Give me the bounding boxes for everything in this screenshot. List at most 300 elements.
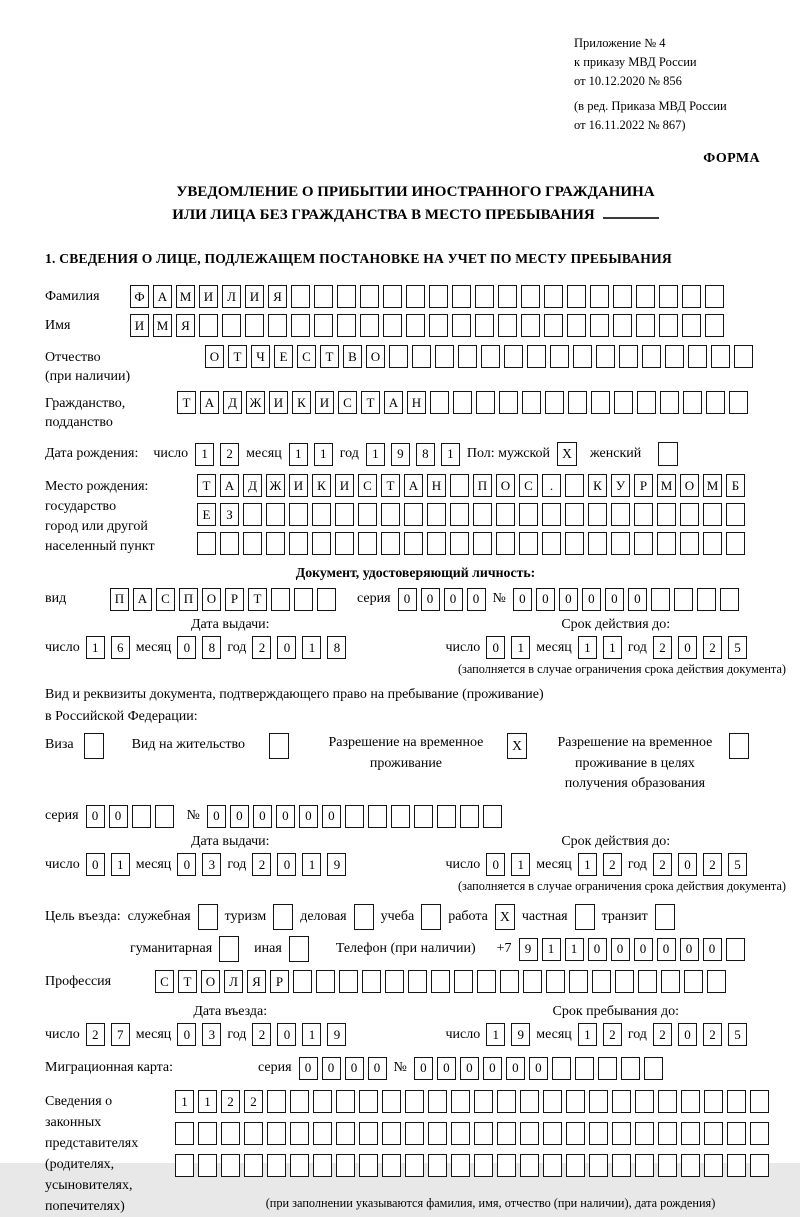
char-cell[interactable]: К: [292, 391, 311, 414]
char-cell[interactable]: 1: [486, 1023, 505, 1046]
char-cell[interactable]: [658, 1154, 677, 1177]
char-cell[interactable]: .: [542, 474, 561, 497]
char-cell[interactable]: 2: [244, 1090, 263, 1113]
char-cell[interactable]: 0: [421, 588, 440, 611]
char-cell[interactable]: [552, 1057, 571, 1080]
char-cell[interactable]: [634, 503, 653, 526]
char-cell[interactable]: [383, 314, 402, 337]
char-cell[interactable]: [293, 970, 312, 993]
char-cell[interactable]: [451, 1154, 470, 1177]
char-cell[interactable]: [688, 345, 707, 368]
char-cell[interactable]: [567, 285, 586, 308]
char-cell[interactable]: [726, 503, 745, 526]
char-cell[interactable]: [408, 970, 427, 993]
char-cell[interactable]: [566, 1122, 585, 1145]
char-cell[interactable]: [314, 314, 333, 337]
char-cell[interactable]: [452, 314, 471, 337]
char-cell[interactable]: [405, 1122, 424, 1145]
char-cell[interactable]: 1: [195, 443, 214, 466]
char-cell[interactable]: 0: [253, 805, 272, 828]
char-cell[interactable]: 2: [252, 636, 271, 659]
char-cell[interactable]: [405, 1154, 424, 1177]
char-cell[interactable]: [336, 1122, 355, 1145]
char-cell[interactable]: К: [588, 474, 607, 497]
char-cell[interactable]: 0: [277, 853, 296, 876]
char-cell[interactable]: Р: [634, 474, 653, 497]
char-cell[interactable]: [268, 314, 287, 337]
char-cell[interactable]: [359, 1122, 378, 1145]
char-cell[interactable]: [665, 345, 684, 368]
char-cell[interactable]: 8: [327, 636, 346, 659]
char-cell[interactable]: 0: [680, 938, 699, 961]
char-cell[interactable]: [336, 1090, 355, 1113]
char-cell[interactable]: [198, 1154, 217, 1177]
visa-checkbox[interactable]: [84, 733, 104, 759]
char-cell[interactable]: 1: [314, 443, 333, 466]
char-cell[interactable]: З: [220, 503, 239, 526]
char-cell[interactable]: Ж: [266, 474, 285, 497]
char-cell[interactable]: [428, 1090, 447, 1113]
char-cell[interactable]: 0: [177, 636, 196, 659]
char-cell[interactable]: [497, 1122, 516, 1145]
char-cell[interactable]: [359, 1154, 378, 1177]
char-cell[interactable]: [498, 314, 517, 337]
char-cell[interactable]: Я: [268, 285, 287, 308]
char-cell[interactable]: [591, 391, 610, 414]
char-cell[interactable]: [499, 391, 518, 414]
char-cell[interactable]: [543, 1154, 562, 1177]
char-cell[interactable]: [358, 503, 377, 526]
char-cell[interactable]: 0: [611, 938, 630, 961]
char-cell[interactable]: [566, 1090, 585, 1113]
char-cell[interactable]: А: [384, 391, 403, 414]
char-cell[interactable]: [382, 1122, 401, 1145]
char-cell[interactable]: Т: [197, 474, 216, 497]
char-cell[interactable]: [451, 1090, 470, 1113]
char-cell[interactable]: [406, 314, 425, 337]
char-cell[interactable]: Б: [726, 474, 745, 497]
char-cell[interactable]: [406, 285, 425, 308]
purpose-private-checkbox[interactable]: [575, 904, 595, 930]
char-cell[interactable]: [697, 588, 716, 611]
char-cell[interactable]: [243, 503, 262, 526]
char-cell[interactable]: С: [155, 970, 174, 993]
char-cell[interactable]: [545, 391, 564, 414]
char-cell[interactable]: Р: [225, 588, 244, 611]
char-cell[interactable]: 0: [536, 588, 555, 611]
char-cell[interactable]: [221, 1122, 240, 1145]
char-cell[interactable]: [565, 532, 584, 555]
char-cell[interactable]: [385, 970, 404, 993]
char-cell[interactable]: 0: [634, 938, 653, 961]
char-cell[interactable]: Т: [178, 970, 197, 993]
char-cell[interactable]: Я: [176, 314, 195, 337]
char-cell[interactable]: [520, 1090, 539, 1113]
char-cell[interactable]: Ф: [130, 285, 149, 308]
char-cell[interactable]: 1: [302, 853, 321, 876]
char-cell[interactable]: 2: [603, 853, 622, 876]
char-cell[interactable]: [727, 1090, 746, 1113]
char-cell[interactable]: М: [153, 314, 172, 337]
char-cell[interactable]: [519, 503, 538, 526]
char-cell[interactable]: [316, 970, 335, 993]
char-cell[interactable]: [660, 391, 679, 414]
char-cell[interactable]: [429, 314, 448, 337]
char-cell[interactable]: [635, 1154, 654, 1177]
char-cell[interactable]: [611, 532, 630, 555]
char-cell[interactable]: 9: [519, 938, 538, 961]
char-cell[interactable]: [382, 1090, 401, 1113]
char-cell[interactable]: [266, 532, 285, 555]
char-cell[interactable]: [197, 532, 216, 555]
char-cell[interactable]: 2: [703, 853, 722, 876]
char-cell[interactable]: [290, 1122, 309, 1145]
char-cell[interactable]: [337, 285, 356, 308]
char-cell[interactable]: А: [153, 285, 172, 308]
temp-residence-education-checkbox[interactable]: [729, 733, 749, 759]
char-cell[interactable]: 2: [653, 1023, 672, 1046]
char-cell[interactable]: Е: [197, 503, 216, 526]
char-cell[interactable]: [473, 532, 492, 555]
char-cell[interactable]: [267, 1122, 286, 1145]
char-cell[interactable]: 0: [559, 588, 578, 611]
char-cell[interactable]: П: [473, 474, 492, 497]
char-cell[interactable]: [750, 1122, 769, 1145]
char-cell[interactable]: И: [335, 474, 354, 497]
char-cell[interactable]: [132, 805, 151, 828]
temp-residence-checkbox[interactable]: X: [507, 733, 527, 759]
char-cell[interactable]: [267, 1154, 286, 1177]
char-cell[interactable]: С: [519, 474, 538, 497]
char-cell[interactable]: [589, 1122, 608, 1145]
char-cell[interactable]: 0: [588, 938, 607, 961]
char-cell[interactable]: [729, 391, 748, 414]
purpose-humanitarian-checkbox[interactable]: [219, 936, 239, 962]
char-cell[interactable]: Н: [407, 391, 426, 414]
char-cell[interactable]: [358, 532, 377, 555]
char-cell[interactable]: [522, 391, 541, 414]
sex-male-checkbox[interactable]: X: [557, 442, 577, 466]
char-cell[interactable]: [590, 314, 609, 337]
char-cell[interactable]: [634, 532, 653, 555]
char-cell[interactable]: 0: [86, 853, 105, 876]
char-cell[interactable]: 0: [605, 588, 624, 611]
char-cell[interactable]: 0: [177, 1023, 196, 1046]
char-cell[interactable]: [291, 285, 310, 308]
char-cell[interactable]: [680, 503, 699, 526]
char-cell[interactable]: [222, 314, 241, 337]
char-cell[interactable]: [521, 285, 540, 308]
char-cell[interactable]: [474, 1154, 493, 1177]
char-cell[interactable]: [220, 532, 239, 555]
char-cell[interactable]: [496, 503, 515, 526]
char-cell[interactable]: [588, 503, 607, 526]
char-cell[interactable]: 0: [299, 1057, 318, 1080]
char-cell[interactable]: Т: [228, 345, 247, 368]
char-cell[interactable]: [483, 805, 502, 828]
char-cell[interactable]: К: [312, 474, 331, 497]
char-cell[interactable]: [612, 1154, 631, 1177]
char-cell[interactable]: [682, 314, 701, 337]
char-cell[interactable]: [450, 532, 469, 555]
char-cell[interactable]: [504, 345, 523, 368]
char-cell[interactable]: [497, 1090, 516, 1113]
char-cell[interactable]: 2: [86, 1023, 105, 1046]
char-cell[interactable]: [611, 503, 630, 526]
char-cell[interactable]: [245, 314, 264, 337]
char-cell[interactable]: [271, 588, 290, 611]
char-cell[interactable]: [598, 1057, 617, 1080]
char-cell[interactable]: [566, 1154, 585, 1177]
char-cell[interactable]: [475, 285, 494, 308]
char-cell[interactable]: 1: [511, 636, 530, 659]
char-cell[interactable]: Т: [177, 391, 196, 414]
char-cell[interactable]: 1: [603, 636, 622, 659]
char-cell[interactable]: 1: [86, 636, 105, 659]
char-cell[interactable]: [726, 938, 745, 961]
char-cell[interactable]: [523, 970, 542, 993]
char-cell[interactable]: 5: [728, 853, 747, 876]
char-cell[interactable]: И: [130, 314, 149, 337]
char-cell[interactable]: [750, 1090, 769, 1113]
char-cell[interactable]: [476, 391, 495, 414]
char-cell[interactable]: [519, 532, 538, 555]
char-cell[interactable]: [544, 285, 563, 308]
char-cell[interactable]: [588, 532, 607, 555]
char-cell[interactable]: [705, 314, 724, 337]
char-cell[interactable]: О: [680, 474, 699, 497]
char-cell[interactable]: [267, 1090, 286, 1113]
char-cell[interactable]: [575, 1057, 594, 1080]
char-cell[interactable]: [405, 1090, 424, 1113]
char-cell[interactable]: 2: [653, 636, 672, 659]
char-cell[interactable]: [683, 391, 702, 414]
char-cell[interactable]: [345, 805, 364, 828]
char-cell[interactable]: [592, 970, 611, 993]
char-cell[interactable]: 2: [703, 1023, 722, 1046]
char-cell[interactable]: 0: [529, 1057, 548, 1080]
char-cell[interactable]: 0: [678, 636, 697, 659]
char-cell[interactable]: 0: [86, 805, 105, 828]
char-cell[interactable]: [452, 285, 471, 308]
char-cell[interactable]: 0: [276, 805, 295, 828]
char-cell[interactable]: [681, 1154, 700, 1177]
char-cell[interactable]: 1: [578, 636, 597, 659]
char-cell[interactable]: [477, 970, 496, 993]
char-cell[interactable]: [612, 1090, 631, 1113]
char-cell[interactable]: [335, 503, 354, 526]
char-cell[interactable]: 1: [302, 636, 321, 659]
char-cell[interactable]: 2: [252, 1023, 271, 1046]
char-cell[interactable]: [317, 588, 336, 611]
char-cell[interactable]: [381, 503, 400, 526]
char-cell[interactable]: [659, 314, 678, 337]
char-cell[interactable]: Т: [320, 345, 339, 368]
char-cell[interactable]: [657, 503, 676, 526]
char-cell[interactable]: [550, 345, 569, 368]
char-cell[interactable]: О: [496, 474, 515, 497]
char-cell[interactable]: 2: [221, 1090, 240, 1113]
char-cell[interactable]: 0: [506, 1057, 525, 1080]
char-cell[interactable]: [613, 285, 632, 308]
char-cell[interactable]: [458, 345, 477, 368]
char-cell[interactable]: [368, 805, 387, 828]
char-cell[interactable]: 0: [322, 805, 341, 828]
char-cell[interactable]: [681, 1090, 700, 1113]
char-cell[interactable]: [542, 532, 561, 555]
char-cell[interactable]: [596, 345, 615, 368]
char-cell[interactable]: 8: [202, 636, 221, 659]
char-cell[interactable]: [658, 1090, 677, 1113]
char-cell[interactable]: 0: [414, 1057, 433, 1080]
char-cell[interactable]: 9: [391, 443, 410, 466]
char-cell[interactable]: [684, 970, 703, 993]
char-cell[interactable]: [244, 1154, 263, 1177]
char-cell[interactable]: [474, 1122, 493, 1145]
sex-female-checkbox[interactable]: [658, 442, 678, 466]
char-cell[interactable]: [543, 1090, 562, 1113]
char-cell[interactable]: [703, 532, 722, 555]
char-cell[interactable]: [635, 1090, 654, 1113]
char-cell[interactable]: Ч: [251, 345, 270, 368]
char-cell[interactable]: [266, 503, 285, 526]
char-cell[interactable]: [314, 285, 333, 308]
char-cell[interactable]: [313, 1154, 332, 1177]
char-cell[interactable]: [427, 532, 446, 555]
char-cell[interactable]: [707, 970, 726, 993]
char-cell[interactable]: О: [202, 588, 221, 611]
char-cell[interactable]: [706, 391, 725, 414]
char-cell[interactable]: [520, 1154, 539, 1177]
char-cell[interactable]: [339, 970, 358, 993]
char-cell[interactable]: [727, 1154, 746, 1177]
char-cell[interactable]: 2: [653, 853, 672, 876]
char-cell[interactable]: [382, 1154, 401, 1177]
char-cell[interactable]: Р: [270, 970, 289, 993]
char-cell[interactable]: [657, 532, 676, 555]
char-cell[interactable]: 1: [302, 1023, 321, 1046]
char-cell[interactable]: [615, 970, 634, 993]
char-cell[interactable]: [414, 805, 433, 828]
char-cell[interactable]: 0: [628, 588, 647, 611]
char-cell[interactable]: Я: [247, 970, 266, 993]
char-cell[interactable]: С: [338, 391, 357, 414]
char-cell[interactable]: 1: [175, 1090, 194, 1113]
char-cell[interactable]: [612, 1122, 631, 1145]
char-cell[interactable]: 2: [603, 1023, 622, 1046]
char-cell[interactable]: [312, 532, 331, 555]
char-cell[interactable]: [381, 532, 400, 555]
char-cell[interactable]: [175, 1122, 194, 1145]
char-cell[interactable]: 0: [703, 938, 722, 961]
char-cell[interactable]: [362, 970, 381, 993]
purpose-work-checkbox[interactable]: X: [495, 904, 515, 930]
char-cell[interactable]: А: [220, 474, 239, 497]
char-cell[interactable]: [336, 1154, 355, 1177]
char-cell[interactable]: [429, 285, 448, 308]
char-cell[interactable]: [661, 970, 680, 993]
char-cell[interactable]: [437, 805, 456, 828]
char-cell[interactable]: 0: [486, 853, 505, 876]
char-cell[interactable]: 6: [111, 636, 130, 659]
char-cell[interactable]: 1: [198, 1090, 217, 1113]
char-cell[interactable]: [637, 391, 656, 414]
char-cell[interactable]: [705, 285, 724, 308]
char-cell[interactable]: 0: [657, 938, 676, 961]
char-cell[interactable]: [430, 391, 449, 414]
char-cell[interactable]: [294, 588, 313, 611]
char-cell[interactable]: 0: [368, 1057, 387, 1080]
char-cell[interactable]: [527, 345, 546, 368]
char-cell[interactable]: 1: [511, 853, 530, 876]
char-cell[interactable]: [638, 970, 657, 993]
char-cell[interactable]: Л: [224, 970, 243, 993]
char-cell[interactable]: [497, 1154, 516, 1177]
char-cell[interactable]: [704, 1154, 723, 1177]
char-cell[interactable]: Е: [274, 345, 293, 368]
residence-permit-checkbox[interactable]: [269, 733, 289, 759]
char-cell[interactable]: 2: [703, 636, 722, 659]
char-cell[interactable]: [244, 1122, 263, 1145]
char-cell[interactable]: О: [205, 345, 224, 368]
char-cell[interactable]: Н: [427, 474, 446, 497]
char-cell[interactable]: [389, 345, 408, 368]
char-cell[interactable]: 1: [565, 938, 584, 961]
char-cell[interactable]: [391, 805, 410, 828]
char-cell[interactable]: В: [343, 345, 362, 368]
char-cell[interactable]: [496, 532, 515, 555]
char-cell[interactable]: С: [156, 588, 175, 611]
char-cell[interactable]: [155, 805, 174, 828]
char-cell[interactable]: [412, 345, 431, 368]
char-cell[interactable]: Т: [248, 588, 267, 611]
char-cell[interactable]: 9: [327, 853, 346, 876]
char-cell[interactable]: 0: [460, 1057, 479, 1080]
purpose-official-checkbox[interactable]: [198, 904, 218, 930]
char-cell[interactable]: [613, 314, 632, 337]
char-cell[interactable]: 0: [207, 805, 226, 828]
char-cell[interactable]: [337, 314, 356, 337]
char-cell[interactable]: [644, 1057, 663, 1080]
char-cell[interactable]: 2: [220, 443, 239, 466]
char-cell[interactable]: [289, 532, 308, 555]
char-cell[interactable]: 0: [109, 805, 128, 828]
char-cell[interactable]: 1: [111, 853, 130, 876]
char-cell[interactable]: [614, 391, 633, 414]
char-cell[interactable]: Л: [222, 285, 241, 308]
char-cell[interactable]: 0: [486, 636, 505, 659]
char-cell[interactable]: [453, 391, 472, 414]
char-cell[interactable]: [642, 345, 661, 368]
char-cell[interactable]: Ж: [246, 391, 265, 414]
char-cell[interactable]: [428, 1154, 447, 1177]
char-cell[interactable]: 3: [202, 853, 221, 876]
char-cell[interactable]: И: [315, 391, 334, 414]
char-cell[interactable]: М: [176, 285, 195, 308]
char-cell[interactable]: [243, 532, 262, 555]
char-cell[interactable]: Д: [223, 391, 242, 414]
char-cell[interactable]: [404, 503, 423, 526]
char-cell[interactable]: [726, 532, 745, 555]
char-cell[interactable]: О: [201, 970, 220, 993]
char-cell[interactable]: [435, 345, 454, 368]
char-cell[interactable]: 1: [441, 443, 460, 466]
char-cell[interactable]: [720, 588, 739, 611]
char-cell[interactable]: М: [703, 474, 722, 497]
char-cell[interactable]: 0: [299, 805, 318, 828]
char-cell[interactable]: [658, 1122, 677, 1145]
char-cell[interactable]: [734, 345, 753, 368]
